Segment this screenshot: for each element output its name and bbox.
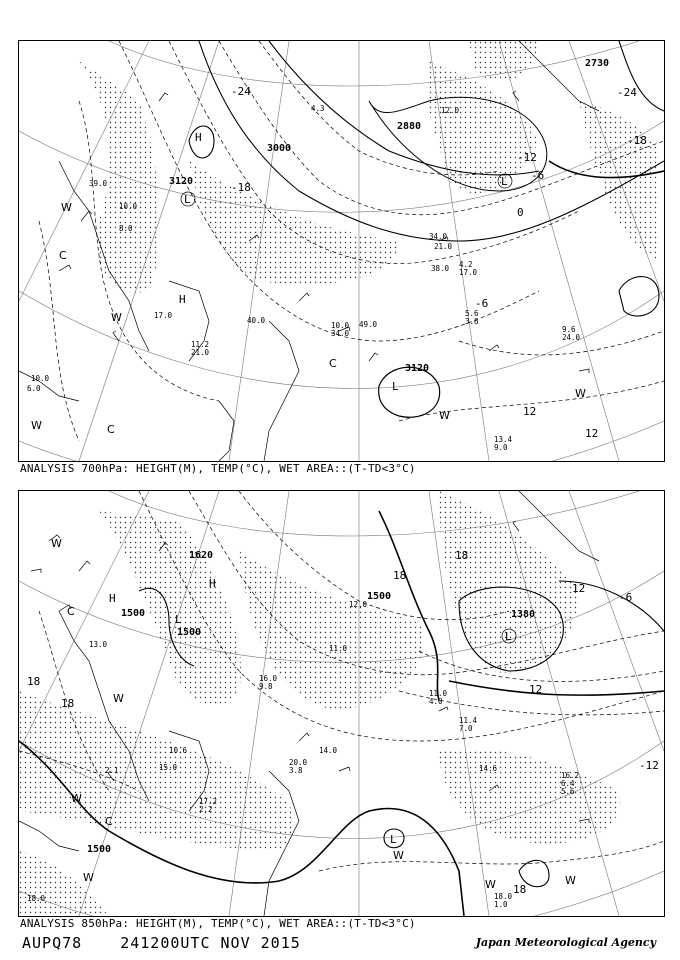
height-label: 1620 [189, 550, 214, 561]
warm-air-mark: W [439, 409, 450, 422]
station-value: 18.0 [494, 892, 513, 901]
station-value: 6.4 [561, 779, 575, 788]
temp-label: -18 [231, 181, 251, 194]
warm-air-mark: W [51, 537, 62, 550]
station-value: 14.0 [319, 746, 338, 755]
station-value: 38.0 [431, 264, 450, 273]
cold-air-mark: C [105, 815, 113, 828]
station-value: 10.0 [119, 202, 138, 211]
cold-air-mark: C [329, 357, 337, 370]
map-850hpa [19, 491, 664, 916]
station-value: 5.6 [465, 309, 479, 318]
agency-name: Japan Meteorological Agency [475, 936, 656, 949]
temp-label: 18 [61, 697, 75, 710]
warm-air-mark: W [113, 692, 124, 705]
height-label: 3120 [405, 363, 430, 374]
station-value: 4.0 [429, 697, 443, 706]
station-value: 11.0 [329, 644, 348, 653]
temp-label: 18 [513, 883, 527, 896]
station-value: 1.0 [494, 900, 508, 909]
height-label: 2730 [585, 58, 610, 69]
station-value: 8.0 [119, 224, 133, 233]
station-value: 13.0 [89, 640, 108, 649]
low-center-marker: L [390, 833, 397, 846]
temp-label: -24 [231, 85, 251, 98]
station-value: 2.2 [199, 805, 213, 814]
warm-air-mark: W [61, 201, 72, 214]
panel-700hpa [18, 40, 665, 462]
temp-label: -6 [531, 169, 545, 182]
cold-air-mark: C [59, 249, 67, 262]
station-value: 15.0 [159, 763, 178, 772]
height-label: 1500 [87, 844, 112, 855]
chart-footer [22, 934, 329, 952]
height-label: 1500 [121, 608, 146, 619]
station-value: 18.0 [27, 894, 46, 903]
temp-label: 18 [27, 675, 41, 688]
temp-label: -24 [617, 86, 637, 99]
station-value: 39.0 [89, 179, 108, 188]
temp-label: 12 [523, 405, 537, 418]
station-value: 9.0 [494, 443, 508, 452]
temp-label: 18 [455, 549, 469, 562]
station-value: 9.8 [259, 682, 273, 691]
high-center-marker: H [209, 577, 216, 590]
station-value: 14.6 [479, 764, 498, 773]
temp-label: -12 [517, 151, 537, 164]
caption-700hpa: ANALYSIS 700hPa: HEIGHT(M), TEMP(°C), WET AREA::(T-TD<3°C) [20, 462, 416, 475]
low-center-marker: L [501, 175, 508, 188]
temp-label: 12 [529, 683, 543, 696]
temp-label: 0 [517, 206, 524, 219]
station-value: 11.4 [459, 716, 478, 725]
warm-air-mark: W [393, 849, 404, 862]
station-value: 40.0 [247, 316, 266, 325]
caption-850hpa: ANALYSIS 850hPa: HEIGHT(M), TEMP(°C), WET AREA::(T-TD<3°C) [20, 917, 416, 930]
station-value: 4.2 [459, 260, 473, 269]
station-value: 17.2 [199, 797, 218, 806]
valid-time: 241200UTC NOV 2015 [120, 934, 301, 952]
station-value: 3.8 [289, 766, 303, 775]
height-contours-850 [19, 511, 664, 916]
station-value: 4.3 [311, 104, 325, 113]
station-value: 12.0 [349, 600, 368, 609]
station-value: 20.0 [289, 758, 308, 767]
station-value: 16.2 [561, 771, 580, 780]
wet-area-700 [79, 41, 659, 293]
station-value: 34.0 [429, 232, 448, 241]
station-value: 11.2 [191, 340, 210, 349]
warm-air-mark: W [111, 311, 122, 324]
station-value: 17.0 [154, 311, 173, 320]
station-value: 12.0 [441, 106, 460, 115]
temp-label: 12 [585, 427, 599, 440]
station-value: 11.0 [429, 689, 448, 698]
station-value: 6.0 [27, 384, 41, 393]
warm-air-mark: W [83, 871, 94, 884]
station-value: 21.0 [434, 242, 453, 251]
station-value: 10.0 [331, 321, 350, 330]
map-700hpa [19, 41, 664, 461]
warm-air-mark: W [31, 419, 42, 432]
panel-850hpa [18, 490, 665, 917]
station-value: 13.4 [494, 435, 513, 444]
cold-air-mark: C [67, 605, 75, 618]
height-label: 1380 [511, 609, 536, 620]
warm-air-mark: W [575, 387, 586, 400]
chart-code: AUPQ78 [22, 934, 83, 952]
temp-label: -18 [627, 134, 647, 147]
station-value: 3.6 [465, 317, 479, 326]
temp-label: 18 [393, 569, 407, 582]
station-value: 17.0 [459, 268, 478, 277]
station-value: 5.6 [561, 787, 575, 796]
height-label: 1500 [177, 627, 202, 638]
station-value: 49.0 [359, 320, 378, 329]
height-label: 3120 [169, 176, 194, 187]
temp-label: 12 [572, 582, 586, 595]
low-center-marker: L [505, 630, 512, 643]
low-center-marker: L [392, 380, 399, 393]
temp-label: -12 [639, 759, 659, 772]
station-value: 21.0 [191, 348, 210, 357]
station-value: 9.6 [562, 325, 576, 334]
station-value: 16.0 [259, 674, 278, 683]
temp-label: -6 [475, 297, 489, 310]
station-value: 2.1 [105, 766, 119, 775]
height-label: 2880 [397, 121, 422, 132]
height-label: 3000 [267, 143, 292, 154]
warm-air-mark: W [71, 792, 82, 805]
temp-label: -6 [619, 591, 633, 604]
station-value: 10.0 [31, 374, 50, 383]
high-center-marker: H [109, 592, 116, 605]
high-center-marker: H [195, 131, 202, 144]
station-value: 7.0 [459, 724, 473, 733]
high-center-marker: H [179, 293, 186, 306]
low-center-marker: L [175, 613, 182, 626]
cold-air-mark: C [107, 423, 115, 436]
low-center-marker: L [184, 193, 191, 206]
station-value: 34.0 [331, 329, 350, 338]
station-value: 10.6 [169, 746, 188, 755]
station-value: 24.0 [562, 333, 581, 342]
warm-air-mark: W [565, 874, 576, 887]
height-label: 1500 [367, 591, 392, 602]
warm-air-mark: W [485, 878, 496, 891]
